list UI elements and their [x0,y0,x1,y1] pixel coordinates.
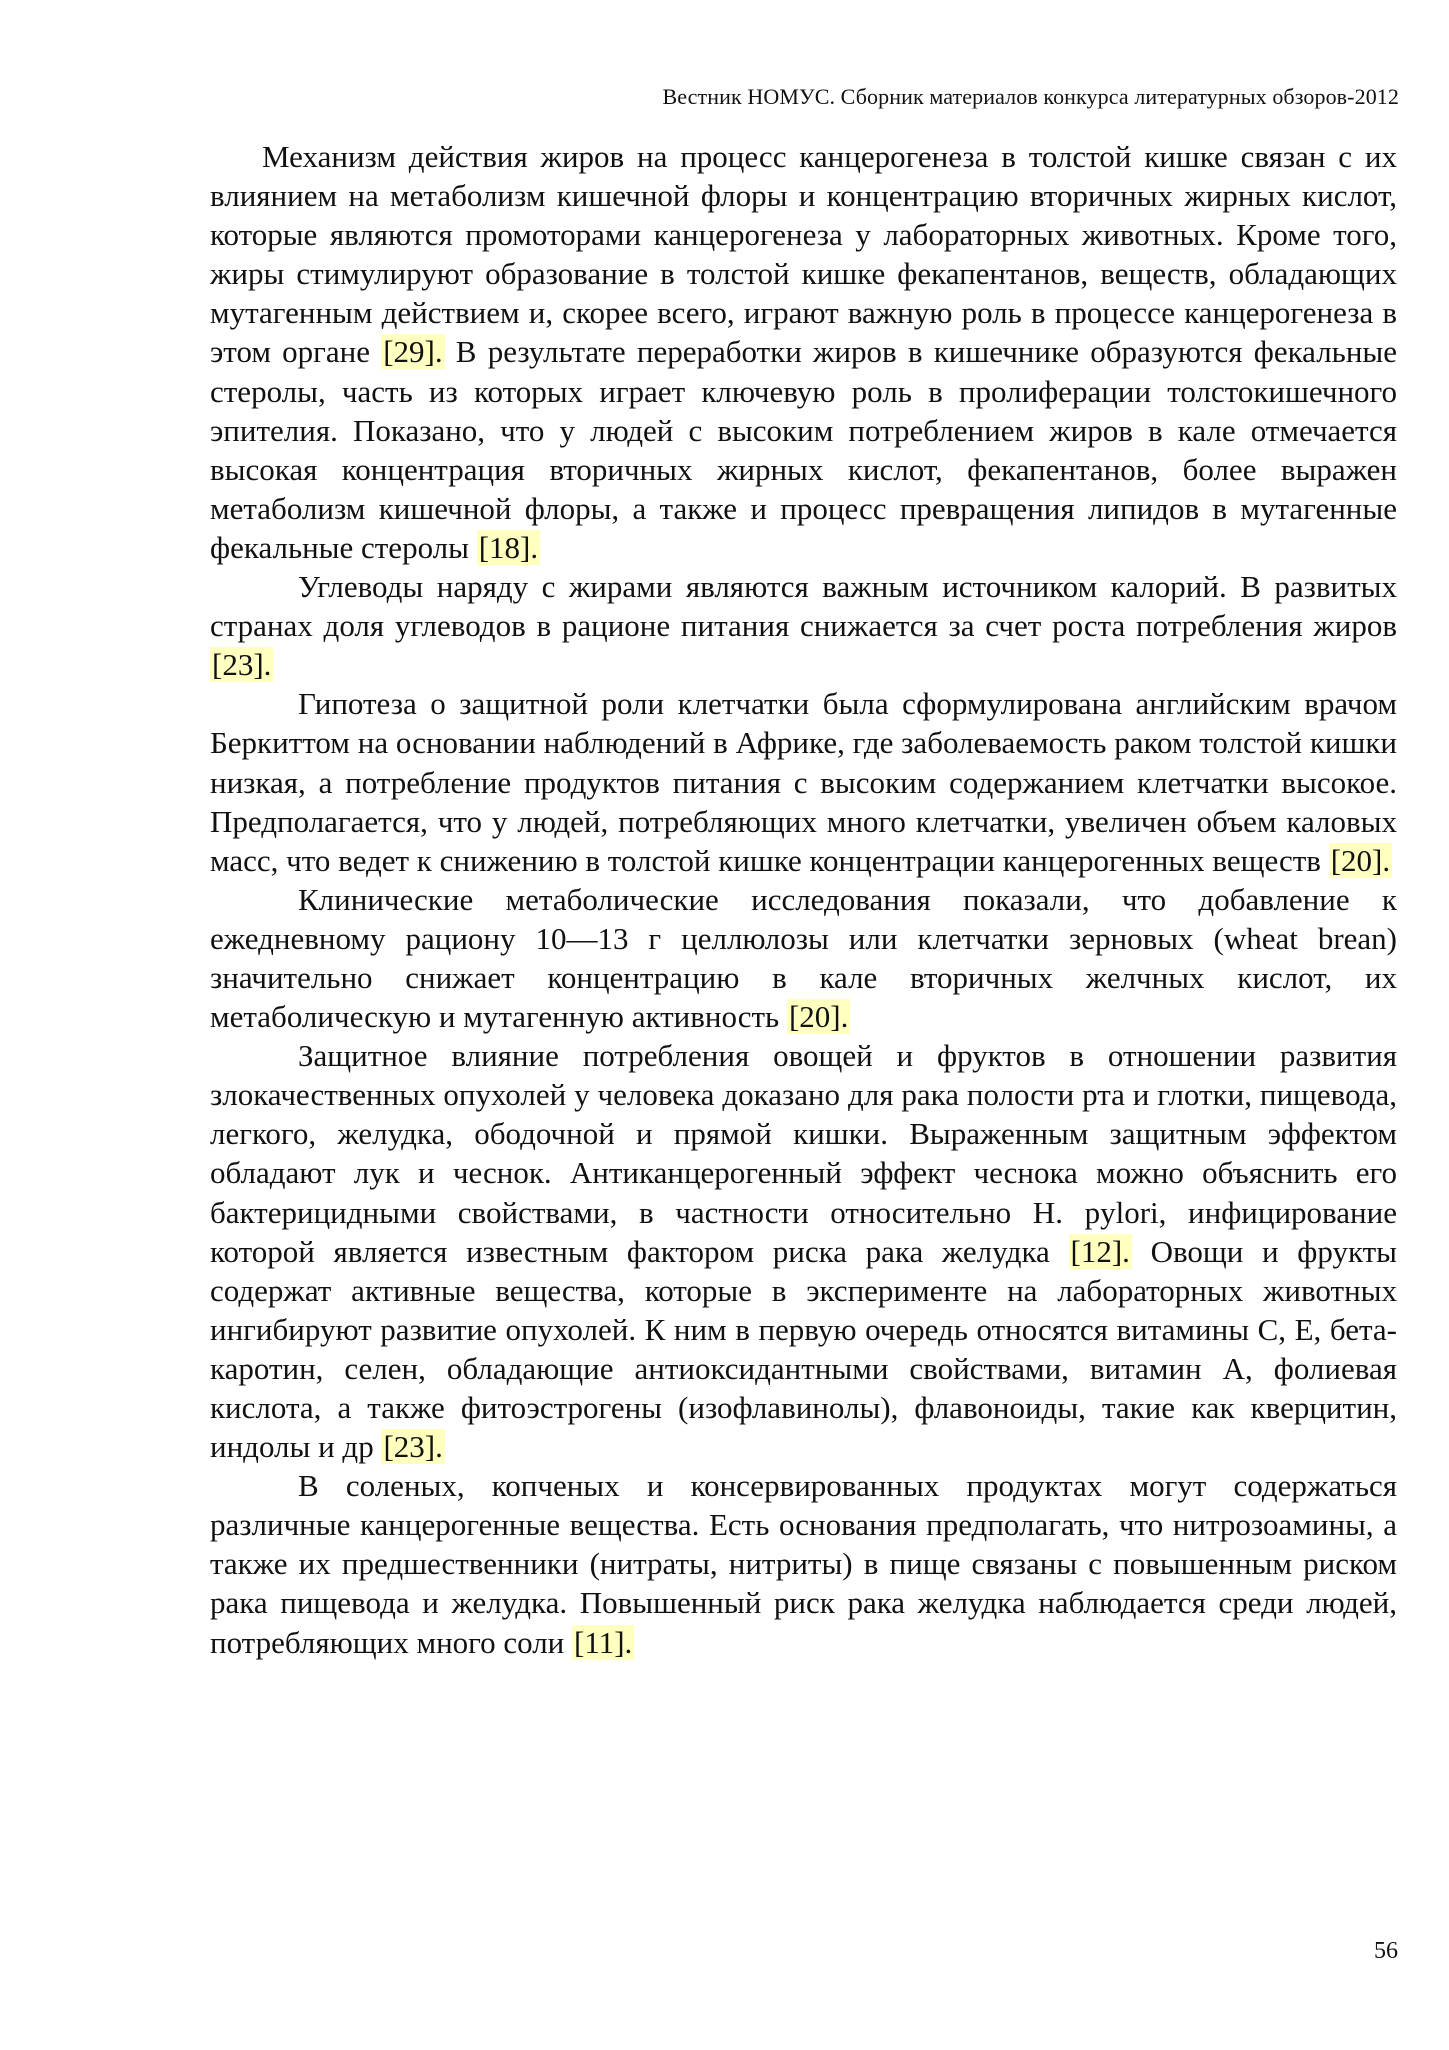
body-paragraph [210,880,1397,1036]
citation-reference: [23]. [212,647,272,683]
citation-reference: [12]. [1070,1233,1130,1269]
body-paragraph [210,567,1397,684]
citation-reference: [18]. [478,529,539,565]
citation-reference: [11]. [574,1624,633,1660]
paragraph-text: В соленых, копченых и консервированных продуктах могут содержаться различные канцерогенные вещества. Есть основания предполагать, что нитрозоамины, а также их предшественники (нитраты, нитриты) в пище связаны с повышенным риском рака пищевода и желудка. Повышенный риск рака желудка наблюдается среди людей, потребляющих много соли [210,1468,1397,1660]
paragraph-text: Механизм действия жиров на процесс канцерогенеза в толстой кишке связан с их влиянием на метаболизм кишечной флоры и концентрацию вторичных жирных кислот, которые являются промоторами канцерогенеза у лабораторных животных. Кроме того, жиры стимулируют образование в толстой кишке фекапентанов, веществ, обладающих мутагенным действием и, скорее всего, играют важную роль в процессе канцерогенеза в этом органе [210,139,1397,370]
page-number: 56 [1374,1938,1398,1964]
citation-reference: [29]. [383,334,443,370]
paragraph-text: Углеводы наряду с жирами являются важным источником калорий. В развитых странах доля углеводов в рационе питания снижается за счет роста потребления жиров [210,569,1397,644]
body-paragraph [210,1036,1397,1466]
running-header: Вестник НОМУС. Сборник материалов конкурса литературных обзоров-2012 [662,84,1399,109]
paragraph-text: Защитное влияние потребления овощей и фруктов в отношении развития злокачественных опухолей у человека доказано для рака полости рта и глотки, пищевода, легкого, желудка, ободочной и прямой кишки. Выраженным защитным эффектом обладают лук и чеснок. Антиканцерогенный эффект чеснока можно объяснить его бактерицидными свойствами, в частности относительно H. pylori, инфицирование которой является известным фактором риска рака желудка [210,1038,1397,1269]
body-paragraph [210,137,1397,567]
paragraph-text: В результате переработки жиров в кишечнике образуются фекальные стеролы, часть из которых играет ключевую роль в пролиферации толстокишечного эпителия. Показано, что у людей с высоким потреблением жиров в кале отмечается высокая концентрация вторичных жирных кислот, фекапентанов, более выражен метаболизм кишечной флоры, а также и процесс превращения липидов в мутагенные фекальные стеролы [210,334,1397,565]
citation-reference: [20]. [788,999,849,1035]
citation-reference: [23]. [383,1429,443,1465]
body-paragraph [210,1466,1397,1661]
paragraph-text: Овощи и фрукты содержат активные вещества, которые в эксперименте на лабораторных животных ингибируют развитие опухолей. К ним в первую очередь относятся витамины С, Е, бета-каротин, селен, обладающие антиоксидантными свойствами, витамин А, фолиевая кислота, а также фитоэстрогены (изофлавинолы), флавоноиды, такие как кверцитин, индолы и др [210,1233,1397,1465]
paragraph-text: Гипотеза о защитной роли клетчатки была сформулирована английским врачом Беркиттом на основании наблюдений в Африке, где заболеваемость раком толстой кишки низкая, а потребление продуктов питания с высоким содержанием клетчатки высокое. Предполагается, что у людей, потребляющих много клетчатки, увеличен объем каловых масс, что ведет к снижению в толстой кишке концентрации канцерогенных веществ [210,686,1397,878]
body-paragraph [210,684,1397,879]
body-text [210,137,1397,1662]
paragraph-text: Клинические метаболические исследования показали, что добавление к ежедневному рациону 10—13 г целлюлозы или клетчатки зерновых (wheat brean) значительно снижает концентрацию в кале вторичных желчных кислот, их метаболическую и мутагенную активность [210,881,1397,1035]
citation-reference: [20]. [1330,842,1391,878]
